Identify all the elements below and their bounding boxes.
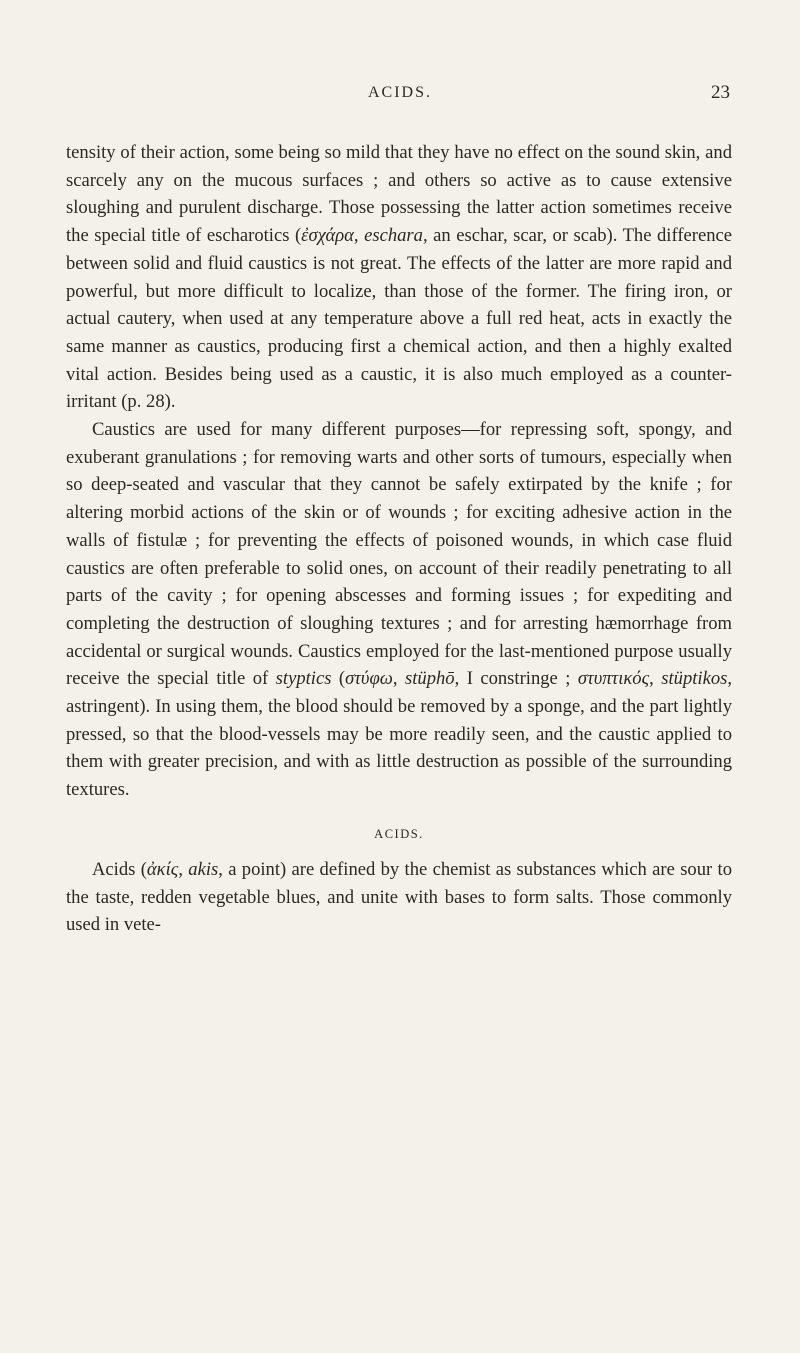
page-body: [66, 139, 732, 939]
section-heading: ACIDS.: [374, 826, 424, 841]
running-head: ACIDS.: [367, 84, 432, 101]
paragraph-2: [66, 416, 732, 804]
greek-term: στύφω: [345, 668, 393, 690]
text-run: ,: [353, 225, 365, 247]
text-run: , I constringe ;: [454, 668, 578, 690]
transliteration: eschara: [364, 225, 423, 247]
text-run: , a point) are defined by the chemist as substances which are sour to the taste, redden vegetable blues, and unite with bases to form salts. Those commonly used in vete-: [66, 858, 732, 936]
text-run: , an eschar, scar, or scab). The difference between solid and fluid caustics is not great. The effects of the latter are more rapid and powerful, but more difficult to localize, than those of the former. The firing iron, or actual cautery, when used at any temperature above a full red heat, acts in exactly the same manner as caustics, producing first a chemical action, and then a highly exalted vital action. Besides being used as a caustic, it is also much employed as a counter-irritant (p. 28).: [66, 225, 733, 413]
greek-term: στυπτικός: [577, 668, 650, 690]
greek-term: ἐσχάρα: [301, 225, 354, 247]
transliteration: akis: [188, 858, 219, 880]
text-run: Caustics are used for many different purposes—for repressing soft, spongy, and exuberant granulations ; for removing warts and other sorts of tumours, especially when so deep-seated and vascular that they cannot be safely extirpated by the knife ; for altering morbid actions of the skin or of wounds ; for exciting adhesive action in the walls of fistulæ ; for preventing the effects of poisoned wounds, in which case fluid caustics are often preferable to solid ones, on account of their readily penetrating to all parts of the cavity ; for opening abscesses and forming issues ; for expediting and completing the destruction of sloughing textures ; and for arresting hæmorrhage from accidental or surgical wounds. Caustics employed for the last-mentioned purpose usually receive the special title of: [66, 419, 732, 690]
page-header: [0, 84, 800, 108]
paragraph-1: [66, 139, 732, 416]
transliteration: stüphō: [405, 668, 455, 690]
greek-term: ἀκίς: [146, 858, 179, 880]
text-run: ,: [178, 858, 189, 880]
text-run: (: [331, 668, 346, 690]
text-run: ,: [649, 668, 662, 690]
term-styptics: styptics: [275, 668, 332, 690]
page-number: 23: [711, 82, 730, 103]
transliteration: stüptikos: [661, 668, 728, 690]
text-run: , astringent). In using them, the blood should be removed by a sponge, and the part lightly pressed, so that the blood-vessels may be more readily seen, and the caustic applied to them with greater precision, and with as little destruction as possible of the surrounding textures.: [66, 668, 733, 801]
text-run: Acids (: [92, 858, 147, 880]
text-run: tensity of their action, some being so mild that they have no effect on the sound skin, and scarcely any on the mucous surfaces ; and others so active as to cause extensive sloughing and purulent discharge. Those possessing the latter action sometimes receive the special title of escharotics (: [66, 142, 732, 247]
paragraph-3: [66, 856, 732, 939]
text-run: ,: [392, 668, 405, 690]
